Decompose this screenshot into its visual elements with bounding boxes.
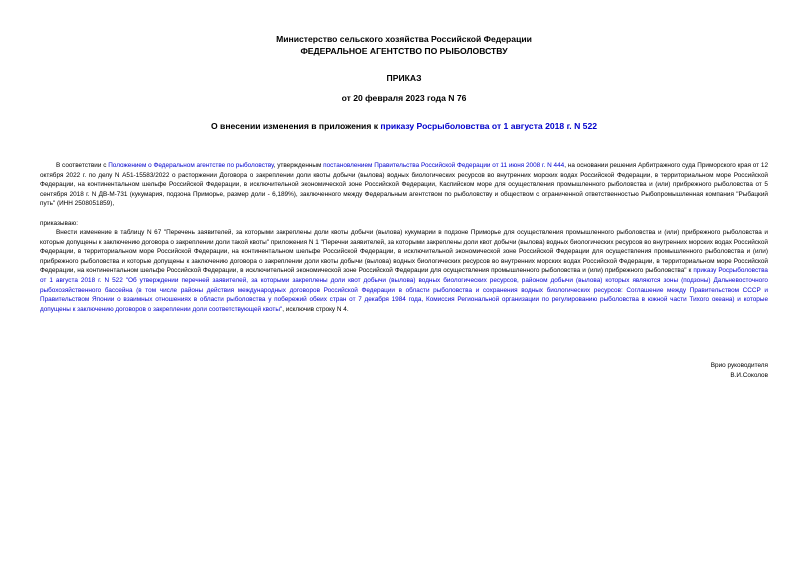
- document-header: [40, 34, 768, 57]
- preamble-text-2: , утвержденным: [273, 162, 324, 169]
- preamble-text-1: В соответствии с: [56, 162, 109, 169]
- order-word: приказываю:: [40, 219, 78, 227]
- regulation-link[interactable]: Положением о Федеральном агентстве по рыболовству: [108, 162, 274, 169]
- order-title-text: О внесении изменения в приложения к: [210, 121, 381, 131]
- order-522-link[interactable]: приказу Росрыболовства от 1 августа 2018 г. N 522 "Об утверждении перечней заявителей, за которыми закреплены доли квот добычи (вылова) водных биологических ресурсов, районом добычи (вылова) которых являются зоны (подзоны) Дальневосточного рыбохозяйственного бассейна (в том числе районы действия международных договоров Российской Федерации в области рыболовства и сохранения водных биологических ресурсов: Соглашение между Правительством СССР и Правительством Японии о взаимных отношениях в области рыболовства у побережий обеих стран от 7 декабря 1984 года, Комиссия Региональной организации по регулированию рыболовства в южной части Тихого океана) и которые допущены к заключению договоров о закреплении доли соответствующей квоты": [40, 267, 768, 313]
- signature-block: [711, 361, 768, 380]
- agency-name: ФЕДЕРАЛЬНОЕ АГЕНТСТВО ПО РЫБОЛОВСТВУ: [300, 45, 508, 56]
- government-resolution-link[interactable]: постановлением Правительства Российской Федерации от 11 июня 2008 г. N 444: [323, 162, 565, 169]
- preamble-paragraph: [40, 161, 768, 209]
- order-type: ПРИКАЗ: [386, 73, 422, 83]
- order-date: от 20 февраля 2023 года N 76: [341, 93, 467, 103]
- ministry-name: Министерство сельского хозяйства Российской Федерации: [276, 34, 532, 44]
- signer-position: Врио руководителя: [710, 362, 768, 369]
- document-page: [40, 34, 769, 379]
- order-paragraph: [40, 228, 768, 314]
- order-text-2: , исключив строку N 4.: [282, 305, 349, 313]
- order-title: [40, 121, 768, 131]
- signer-name: В.И.Соколов: [730, 371, 768, 379]
- order-text-1: Внести изменение в таблицу N 67 "Перечень заявителей, за которыми закреплены доли квоты добычи (вылова) кукумарии в подзоне Приморье для осуществления промышленного рыболовства и (или) прибрежного рыболовства и которые допущены к заключению договора о закреплении доли такой квоты" приложения N 1 "Перечни заявителей, за которыми закреплены доли квот добычи (вылова) водных биологических ресурсов во внутренних морских водах Российской Федерации, в территориальном море Российской Федерации, на континентальном шельфе Российской Федерации, в исключительной экономической зоне Российской Федерации для осуществления промышленного рыболовства и (или) прибрежного рыболовства и которые допущены к заключению договора о закреплении доли квоты добычи (вылова) водных биологических ресурсов во внутренних морских водах Российской Федерации, в территориальном море Российской Федерации, на континентальном шельфе Российской Федерации, в исключительной экономической зоне Российской Федерации для осуществления промышленного рыболовства и (или) прибрежного рыболовства" к: [40, 229, 768, 275]
- order-title-link[interactable]: приказу Росрыболовства от 1 августа 2018 г. N 522: [380, 121, 598, 131]
- preamble-text-3: , на основании решения Арбитражного суда Приморского края от 12 октября 2022 г. по делу N А51-15583/2022 о расторжении Договора о закреплении доли квоты добычи (вылова) водных биологических ресурсов во внутренних морских водах Российской Федерации, в территориальном море Российской Федерации, на континентальном шельфе Российской Федерации, в исключительной экономической зоне Российской Федерации, Каспийском море для осуществления промышленного рыболовства и (или) прибрежного рыболовства от 5 сентября 2018 г. N ДВ-М-731 (кукумария, подзона Приморье, размер доли - 6,189%), заключенного между Федеральным агентством по рыболовству и обществом с ограниченной ответственностью Рыбопромышленная компания "Рыбацкий путь" (ИНН 2508051859),: [40, 162, 769, 208]
